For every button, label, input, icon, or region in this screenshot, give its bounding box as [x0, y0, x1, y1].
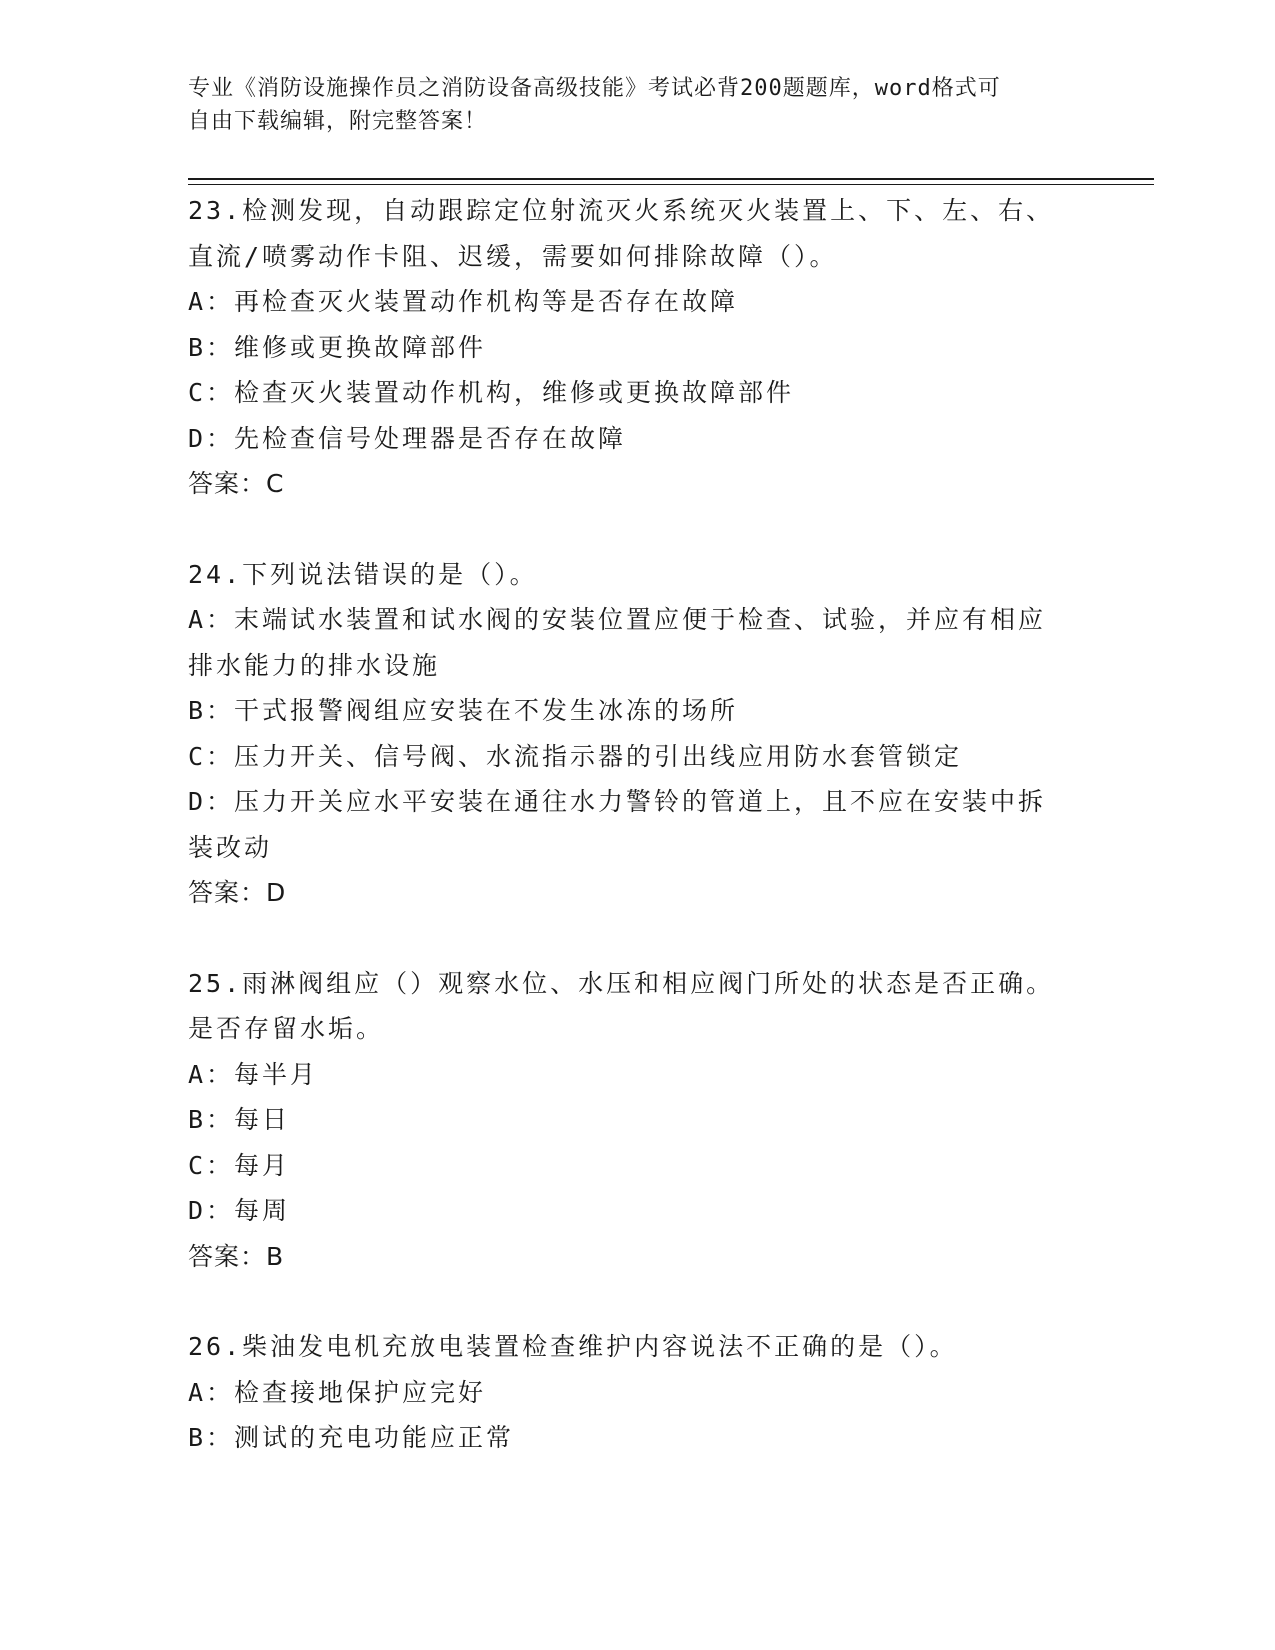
- option-d: D：先检查信号处理器是否存在故障: [188, 423, 627, 453]
- question-stem: 23.检测发现，自动跟踪定位射流灭火系统灭火装置上、下、左、右、: [188, 196, 1055, 225]
- question-list: [188, 188, 1088, 1506]
- answer: 答案：B: [188, 1241, 285, 1271]
- header-line: 自由下载编辑，附完整答案！: [188, 109, 488, 134]
- answer: 答案：C: [188, 469, 285, 498]
- question-stem: 是否存留水垢。: [188, 1014, 385, 1043]
- option-b: B：每日: [188, 1105, 291, 1134]
- option-b: B：测试的充电功能应正常: [188, 1423, 515, 1452]
- option-d: D：压力开关应水平安装在通往水力警铃的管道上，且不应在安装中拆: [188, 787, 1047, 816]
- option-c: C：压力开关、信号阀、水流指示器的引出线应用防水套管锁定: [188, 741, 963, 771]
- question-26: [188, 1324, 1088, 1461]
- option-d-continued: 装改动: [188, 832, 273, 862]
- question-stem: 直流/喷雾动作卡阻、迟缓，需要如何排除故障（）。: [188, 241, 838, 271]
- answer: 答案：D: [188, 878, 287, 907]
- option-a: A：再检查灭火装置动作机构等是否存在故障: [188, 287, 739, 316]
- option-b: B：维修或更换故障部件: [188, 332, 487, 362]
- question-25: [188, 961, 1088, 1280]
- header-line: 专业《消防设施操作员之消防设备高级技能》考试必背200题题库，word格式可: [188, 76, 1001, 101]
- question-stem: 24.下列说法错误的是（）。: [188, 559, 538, 589]
- question-stem: 26.柴油发电机充放电装置检查维护内容说法不正确的是（）。: [188, 1332, 958, 1361]
- question-23: [188, 188, 1088, 507]
- header-divider-thin: [188, 184, 1154, 185]
- option-a-continued: 排水能力的排水设施: [188, 650, 441, 680]
- option-a: A：末端试水装置和试水阀的安装位置应便于检查、试验，并应有相应: [188, 605, 1047, 634]
- question-24: [188, 552, 1088, 916]
- option-c: C：检查灭火装置动作机构，维修或更换故障部件: [188, 378, 795, 407]
- option-d: D：每周: [188, 1196, 291, 1225]
- option-b: B：干式报警阀组应安装在不发生冰冻的场所: [188, 696, 739, 725]
- option-a: A：检查接地保护应完好: [188, 1377, 487, 1407]
- document-header: [188, 72, 1068, 138]
- header-divider-thick: [188, 178, 1154, 180]
- question-stem: 25.雨淋阀组应（）观察水位、水压和相应阀门所处的状态是否正确。: [188, 968, 1055, 998]
- option-a: A：每半月: [188, 1059, 319, 1089]
- option-c: C：每月: [188, 1150, 291, 1180]
